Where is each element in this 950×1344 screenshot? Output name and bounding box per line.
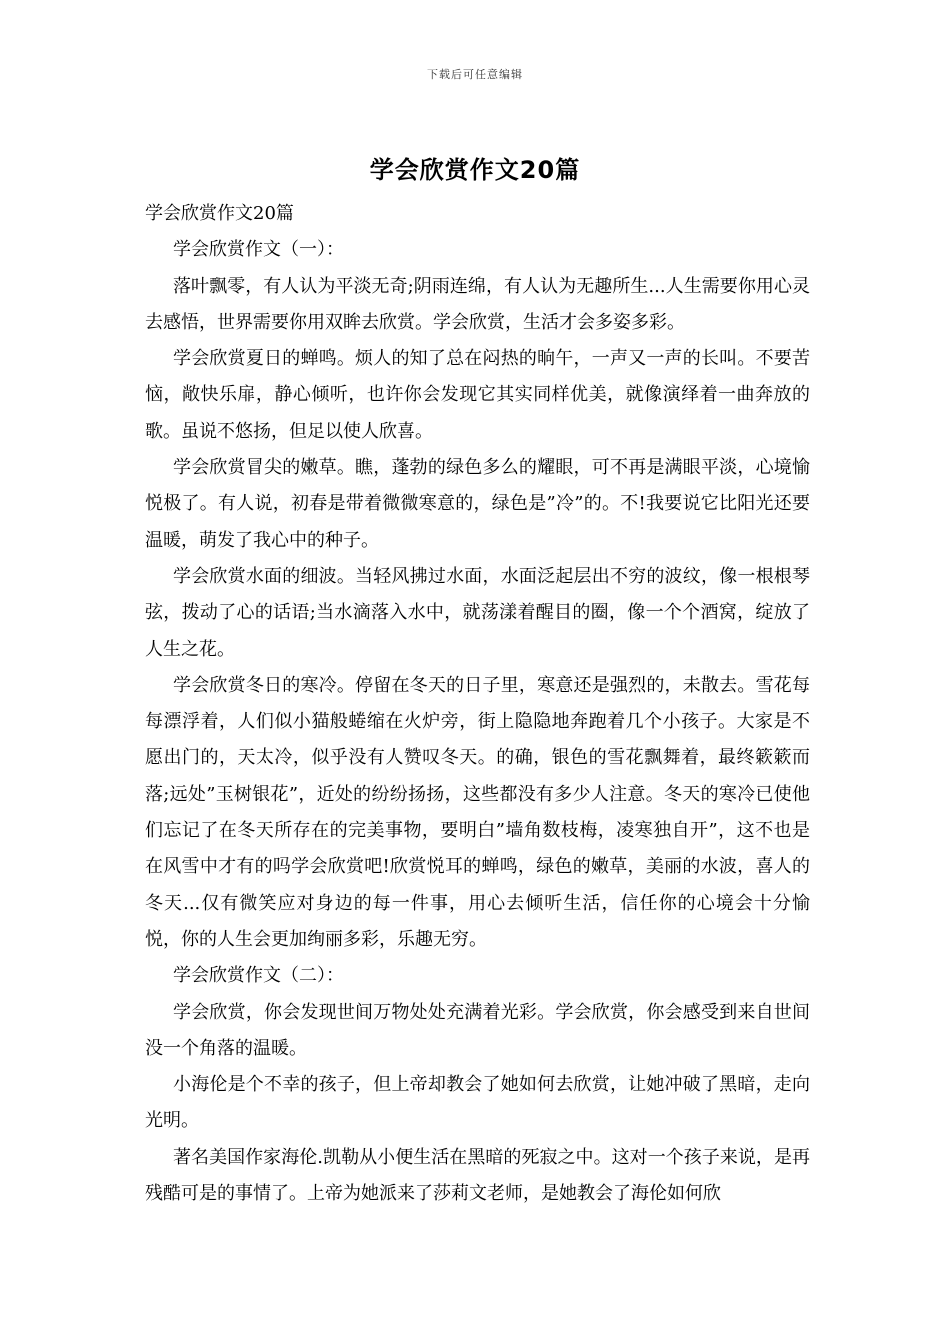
section-heading-2: 学会欣赏作文（二）： bbox=[173, 965, 344, 987]
document-subtitle: 学会欣赏作文20篇 bbox=[145, 203, 294, 224]
paragraph: 小海伦是个不幸的孩子，但上帝却教会了她如何去欣赏，让她冲破了黑暗，走向光明。 bbox=[145, 1074, 810, 1132]
paragraph: 学会欣赏，你会发现世间万物处处充满着光彩。学会欣赏，你会感受到来自世间没一个角落的温暖。 bbox=[145, 1001, 810, 1059]
section-heading-1: 学会欣赏作文（一）： bbox=[173, 239, 344, 261]
document-body bbox=[145, 196, 810, 1212]
paragraph: 著名美国作家海伦.凯勒从小便生活在黑暗的死寂之中。这对一个孩子来说，是再残酷可是的事情了。上帝为她派来了莎莉文老师，是她教会了海伦如何欣 bbox=[145, 1146, 810, 1205]
document-title: 学会欣赏作文20篇 bbox=[369, 156, 581, 184]
paragraph: 学会欣赏水面的细波。当轻风拂过水面，水面泛起层出不穷的波纹，像一根根琴弦，拨动了心的话语;当水滴落入水中，就荡漾着醒目的圈，像一个个酒窝，绽放了人生之花。 bbox=[145, 565, 810, 660]
paragraph: 落叶飘零，有人认为平淡无奇;阴雨连绵，有人认为无趣所生...人生需要你用心灵去感悟，世界需要你用双眸去欣赏。学会欣赏，生活才会多姿多彩。 bbox=[145, 275, 810, 333]
paragraph: 学会欣赏夏日的蝉鸣。烦人的知了总在闷热的晌午，一声又一声的长叫。不要苦恼，敞快乐扉，静心倾听，也许你会发现它其实同样优美，就像演绎着一曲奔放的歌。虽说不悠扬，但足以使人欣喜。 bbox=[145, 348, 810, 442]
header-note: 下载后可任意编辑 bbox=[427, 68, 523, 81]
paragraph: 学会欣赏冬日的寒冷。停留在冬天的日子里，寒意还是强烈的，未散去。雪花每每漂浮着，人们似小猫般蜷缩在火炉旁，街上隐隐地奔跑着几个小孩子。大家是不愿出门的，天太冷，似乎没有人赞叹冬天。的确，银色的雪花飘舞着，最终簌簌而落;远处”玉树银花”，近处的纷纷扬扬，这些都没有多少人注意。冬天的寒冷已使他们忘记了在冬天所存在的完美事物，要明白”墙角数枝梅，凌寒独自开”，这不也是在风雪中才有的吗学会欣赏吧!欣赏悦耳的蝉鸣，绿色的嫩草，美丽的水波，喜人的冬天...仅有微笑应对身边的每一件事，用心去倾听生活，信任你的心境会十分愉悦，你的人生会更加绚丽多彩，乐趣无穷。 bbox=[145, 674, 810, 950]
paragraph: 学会欣赏冒尖的嫩草。瞧，蓬勃的绿色多么的耀眼，可不再是满眼平淡，心境愉悦极了。有人说，初春是带着微微寒意的，绿色是”冷”的。不!我要说它比阳光还要温暖，萌发了我心中的种子。 bbox=[145, 457, 810, 551]
